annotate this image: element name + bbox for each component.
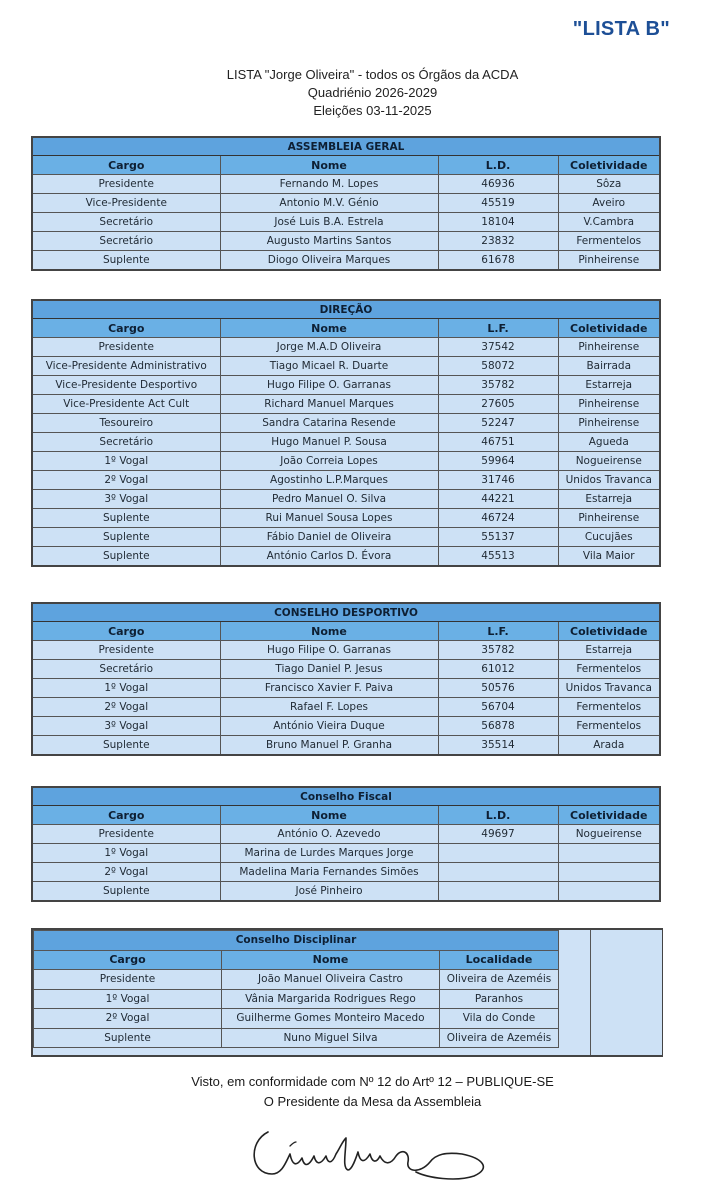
- cell-nome: João Correia Lopes: [220, 452, 438, 471]
- cell-cargo: Suplente: [32, 882, 220, 902]
- cell-coletividade: Pinheirense: [558, 251, 660, 271]
- cell-nome: Jorge M.A.D Oliveira: [220, 338, 438, 357]
- table-row: [32, 213, 660, 232]
- cell-nome: Nuno Miguel Silva: [222, 1028, 440, 1048]
- cell-coletividade: Unidos Travanca: [558, 679, 660, 698]
- col-nome: Nome: [220, 806, 438, 825]
- cell-nome: Rafael F. Lopes: [220, 698, 438, 717]
- col-lf: L.F.: [438, 319, 558, 338]
- col-coletividade: Coletividade: [558, 806, 660, 825]
- cell-ld: 49697: [438, 825, 558, 844]
- cell-cargo: 3º Vogal: [32, 490, 220, 509]
- table-row: [32, 660, 660, 679]
- footer-line-2: O Presidente da Mesa da Assembleia: [263, 1094, 482, 1109]
- cell-cargo: Suplente: [32, 736, 220, 756]
- cell-cargo: 2º Vogal: [32, 698, 220, 717]
- cell-cargo: Suplente: [32, 528, 220, 547]
- lista-tag: "LISTA B": [572, 18, 670, 40]
- col-coletividade: Coletividade: [558, 622, 660, 641]
- cell-nome: Richard Manuel Marques: [220, 395, 438, 414]
- cell-nome: Agostinho L.P.Marques: [220, 471, 438, 490]
- cell-nome: José Luis B.A. Estrela: [220, 213, 438, 232]
- table-row: [34, 989, 559, 1009]
- col-lf: L.F.: [438, 622, 558, 641]
- cell-localidade: Oliveira de Azeméis: [440, 1028, 559, 1048]
- cell-nome: Vânia Margarida Rodrigues Rego: [222, 989, 440, 1009]
- cell-lf: 56878: [438, 717, 558, 736]
- cell-nome: Tiago Daniel P. Jesus: [220, 660, 438, 679]
- cell-cargo: Suplente: [32, 509, 220, 528]
- cell-nome: Fábio Daniel de Oliveira: [220, 528, 438, 547]
- cell-lf: 56704: [438, 698, 558, 717]
- cell-coletividade: Unidos Travanca: [558, 471, 660, 490]
- table-row: [32, 547, 660, 567]
- cell-coletividade: Cucujães: [558, 528, 660, 547]
- cell-nome: António O. Azevedo: [220, 825, 438, 844]
- cell-lf: 46751: [438, 433, 558, 452]
- cell-lf: 37542: [438, 338, 558, 357]
- cell-coletividade: [558, 844, 660, 863]
- table-row: [32, 717, 660, 736]
- col-cargo: Cargo: [32, 806, 220, 825]
- col-ld: L.D.: [438, 806, 558, 825]
- table-row: [32, 825, 660, 844]
- cell-coletividade: Arada: [558, 736, 660, 756]
- conselho-disciplinar-header-row: [34, 950, 559, 970]
- col-cargo: Cargo: [32, 622, 220, 641]
- assembleia-geral-table: [31, 136, 661, 271]
- cell-cargo: Suplente: [32, 547, 220, 567]
- cell-nome: Bruno Manuel P. Granha: [220, 736, 438, 756]
- cell-coletividade: Aveiro: [558, 194, 660, 213]
- cell-coletividade: Nogueirense: [558, 825, 660, 844]
- footer-line-1: Visto, em conformidade com Nº 12 do Artº 12 – PUBLIQUE-SE: [191, 1074, 554, 1089]
- cell-ld: 23832: [438, 232, 558, 251]
- cell-coletividade: Fermentelos: [558, 698, 660, 717]
- cell-cargo: Presidente: [32, 641, 220, 660]
- cell-nome: Hugo Filipe O. Garranas: [220, 376, 438, 395]
- conselho-fiscal-title: Conselho Fiscal: [32, 787, 660, 806]
- header-line-2: Quadriénio 2026-2029: [307, 85, 438, 100]
- cell-lf: 35514: [438, 736, 558, 756]
- cell-localidade: Oliveira de Azeméis: [440, 970, 559, 990]
- cell-cargo: 1º Vogal: [32, 679, 220, 698]
- cell-localidade: Paranhos: [440, 989, 559, 1009]
- cell-lf: 46724: [438, 509, 558, 528]
- table-row: [32, 433, 660, 452]
- conselho-disciplinar-title: Conselho Disciplinar: [34, 931, 559, 951]
- cell-coletividade: Nogueirense: [558, 452, 660, 471]
- header-line-1: LISTA "Jorge Oliveira" - todos os Órgãos da ACDA: [226, 67, 519, 82]
- cell-lf: 59964: [438, 452, 558, 471]
- cell-lf: 52247: [438, 414, 558, 433]
- cell-cargo: Secretário: [32, 232, 220, 251]
- cell-localidade: Vila do Conde: [440, 1009, 559, 1029]
- cell-nome: Pedro Manuel O. Silva: [220, 490, 438, 509]
- cell-cargo: Vice-Presidente Desportivo: [32, 376, 220, 395]
- cell-ld: 46936: [438, 175, 558, 194]
- cell-nome: Francisco Xavier F. Paiva: [220, 679, 438, 698]
- col-coletividade: Coletividade: [558, 156, 660, 175]
- table-row: [34, 1028, 559, 1048]
- cell-cargo: 1º Vogal: [32, 452, 220, 471]
- cell-cargo: Secretário: [32, 433, 220, 452]
- cell-nome: Tiago Micael R. Duarte: [220, 357, 438, 376]
- cell-nome: António Vieira Duque: [220, 717, 438, 736]
- cell-cargo: Secretário: [32, 660, 220, 679]
- cell-lf: 35782: [438, 376, 558, 395]
- cell-cargo: Vice-Presidente Administrativo: [32, 357, 220, 376]
- cell-lf: 61012: [438, 660, 558, 679]
- cell-cargo: Tesoureiro: [32, 414, 220, 433]
- empty-side-cell: [590, 930, 662, 1055]
- cell-cargo: Vice-Presidente: [32, 194, 220, 213]
- cell-cargo: Vice-Presidente Act Cult: [32, 395, 220, 414]
- table-row: [32, 736, 660, 756]
- table-row: [32, 232, 660, 251]
- cell-nome: Hugo Manuel P. Sousa: [220, 433, 438, 452]
- document-header: [0, 66, 705, 120]
- cell-coletividade: [558, 863, 660, 882]
- cell-coletividade: Pinheirense: [558, 414, 660, 433]
- cell-lf: 44221: [438, 490, 558, 509]
- col-coletividade: Coletividade: [558, 319, 660, 338]
- table-row: [34, 1009, 559, 1029]
- col-cargo: Cargo: [32, 319, 220, 338]
- cell-cargo: 1º Vogal: [34, 989, 222, 1009]
- cell-nome: Sandra Catarina Resende: [220, 414, 438, 433]
- handwritten-signature: [230, 1112, 510, 1192]
- col-cargo: Cargo: [32, 156, 220, 175]
- direcao-title: DIREÇÃO: [32, 300, 660, 319]
- cell-coletividade: Estarreja: [558, 376, 660, 395]
- cell-cargo: 1º Vogal: [32, 844, 220, 863]
- header-line-3: Eleições 03-11-2025: [313, 103, 432, 118]
- cell-lf: 55137: [438, 528, 558, 547]
- cell-nome: Antonio M.V. Génio: [220, 194, 438, 213]
- direcao-table: [31, 299, 661, 567]
- table-row: [32, 679, 660, 698]
- cell-coletividade: Estarreja: [558, 641, 660, 660]
- conselho-desportivo-header-row: [32, 622, 660, 641]
- col-cargo: Cargo: [34, 950, 222, 970]
- cell-coletividade: Pinheirense: [558, 338, 660, 357]
- table-row: [32, 251, 660, 271]
- table-row: [32, 376, 660, 395]
- cell-lf: 27605: [438, 395, 558, 414]
- cell-coletividade: Sôza: [558, 175, 660, 194]
- conselho-desportivo-title: CONSELHO DESPORTIVO: [32, 603, 660, 622]
- cell-lf: 31746: [438, 471, 558, 490]
- cell-coletividade: Vila Maior: [558, 547, 660, 567]
- conselho-desportivo-table: [31, 602, 661, 756]
- table-row: [32, 395, 660, 414]
- cell-nome: João Manuel Oliveira Castro: [222, 970, 440, 990]
- cell-lf: 35782: [438, 641, 558, 660]
- cell-coletividade: Fermentelos: [558, 717, 660, 736]
- table-row: [32, 357, 660, 376]
- cell-nome: Marina de Lurdes Marques Jorge: [220, 844, 438, 863]
- cell-cargo: Secretário: [32, 213, 220, 232]
- cell-nome: Fernando M. Lopes: [220, 175, 438, 194]
- cell-coletividade: Fermentelos: [558, 232, 660, 251]
- table-row: [32, 863, 660, 882]
- table-row: [32, 528, 660, 547]
- assembleia-header-row: [32, 156, 660, 175]
- cell-coletividade: Fermentelos: [558, 660, 660, 679]
- cell-ld: [438, 863, 558, 882]
- cell-nome: Madelina Maria Fernandes Simões: [220, 863, 438, 882]
- cell-cargo: Presidente: [32, 338, 220, 357]
- table-row: [32, 490, 660, 509]
- cell-cargo: Suplente: [34, 1028, 222, 1048]
- table-row: [32, 509, 660, 528]
- cell-cargo: 2º Vogal: [34, 1009, 222, 1029]
- direcao-header-row: [32, 319, 660, 338]
- cell-cargo: 2º Vogal: [32, 863, 220, 882]
- cell-coletividade: Bairrada: [558, 357, 660, 376]
- cell-cargo: Presidente: [34, 970, 222, 990]
- cell-lf: 50576: [438, 679, 558, 698]
- table-row: [32, 414, 660, 433]
- col-localidade: Localidade: [440, 950, 559, 970]
- table-row: [32, 194, 660, 213]
- table-row: [32, 698, 660, 717]
- cell-nome: Hugo Filipe O. Garranas: [220, 641, 438, 660]
- cell-nome: José Pinheiro: [220, 882, 438, 902]
- cell-nome: Augusto Martins Santos: [220, 232, 438, 251]
- cell-ld: [438, 882, 558, 902]
- table-row: [32, 452, 660, 471]
- cell-cargo: Presidente: [32, 175, 220, 194]
- cell-cargo: Suplente: [32, 251, 220, 271]
- cell-coletividade: V.Cambra: [558, 213, 660, 232]
- cell-ld: 61678: [438, 251, 558, 271]
- cell-nome: Diogo Oliveira Marques: [220, 251, 438, 271]
- conselho-fiscal-header-row: [32, 806, 660, 825]
- document-footer: [0, 1072, 705, 1112]
- cell-coletividade: Estarreja: [558, 490, 660, 509]
- cell-ld: 18104: [438, 213, 558, 232]
- cell-coletividade: [558, 882, 660, 902]
- cell-cargo: 2º Vogal: [32, 471, 220, 490]
- col-nome: Nome: [220, 622, 438, 641]
- col-nome: Nome: [220, 319, 438, 338]
- table-row: [32, 844, 660, 863]
- cell-cargo: 3º Vogal: [32, 717, 220, 736]
- cell-lf: 58072: [438, 357, 558, 376]
- col-nome: Nome: [220, 156, 438, 175]
- table-row: [32, 338, 660, 357]
- cell-nome: Guilherme Gomes Monteiro Macedo: [222, 1009, 440, 1029]
- cell-coletividade: Pinheirense: [558, 509, 660, 528]
- col-ld: L.D.: [438, 156, 558, 175]
- assembleia-title: ASSEMBLEIA GERAL: [32, 137, 660, 156]
- col-nome: Nome: [222, 950, 440, 970]
- cell-coletividade: Pinheirense: [558, 395, 660, 414]
- table-row: [34, 970, 559, 990]
- cell-ld: 45519: [438, 194, 558, 213]
- table-row: [32, 882, 660, 902]
- conselho-fiscal-table: [31, 786, 661, 902]
- cell-nome: António Carlos D. Évora: [220, 547, 438, 567]
- table-row: [32, 641, 660, 660]
- cell-coletividade: Agueda: [558, 433, 660, 452]
- cell-cargo: Presidente: [32, 825, 220, 844]
- cell-lf: 45513: [438, 547, 558, 567]
- table-row: [32, 175, 660, 194]
- cell-nome: Rui Manuel Sousa Lopes: [220, 509, 438, 528]
- table-row: [32, 471, 660, 490]
- cell-ld: [438, 844, 558, 863]
- conselho-disciplinar-block: [31, 928, 663, 1057]
- conselho-disciplinar-table: [33, 930, 559, 1048]
